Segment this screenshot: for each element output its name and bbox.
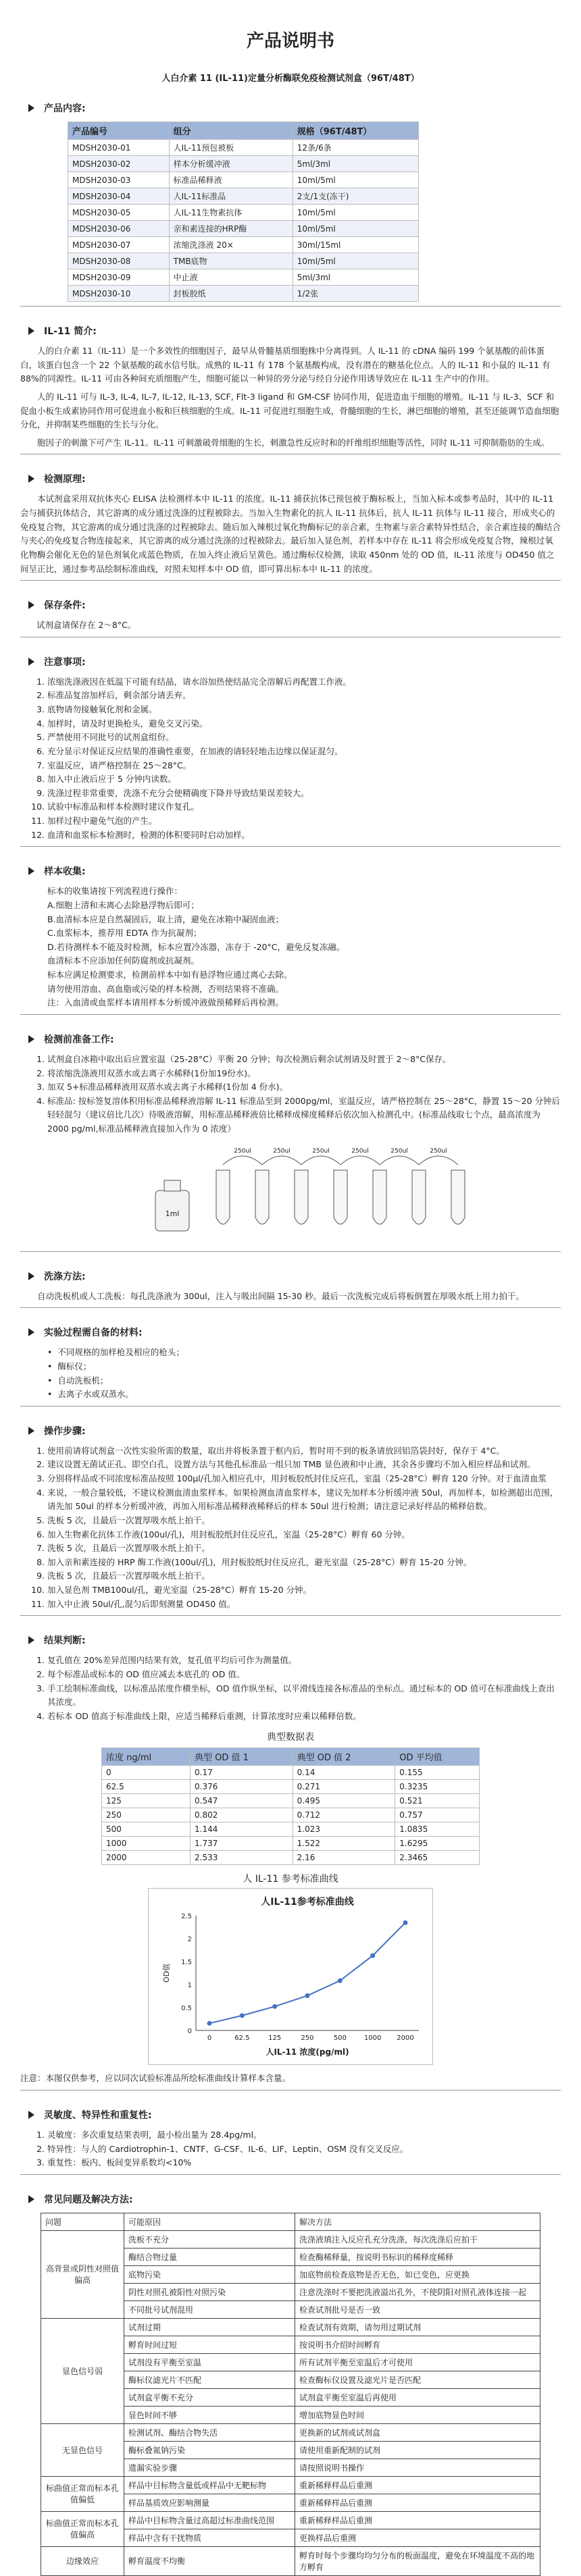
list-item: 7. 室温反应，请严格控制在 25～28°C。 — [47, 759, 561, 773]
list-item: 2. 将浓缩洗涤液用双蒸水或去离子水稀释(1份加19份水)。 — [47, 1067, 561, 1081]
list-item: 3. 分别将样品或不同浓度标准品按照 100μl/孔加入相应孔中，用封板胶纸封住反应孔，室温（25-28°C）孵育 120 分钟。对于血清血浆 — [47, 1472, 561, 1486]
performance-list — [47, 2128, 561, 2170]
table-header: 解决方法 — [295, 2213, 540, 2230]
standard-curve-chart — [148, 1888, 433, 2065]
list-item: 血清标本不应添加任何防腐剂或抗凝剂。 — [47, 955, 200, 966]
list-item: 请勿使用溶血、高血脂或污染的样本检测，否则结果将不准确。 — [47, 983, 284, 994]
table-cell: 1.144 — [191, 1822, 293, 1837]
table-row — [68, 253, 419, 269]
table-row — [102, 1766, 480, 1780]
cause-cell: 遗漏实验步骤 — [124, 2459, 295, 2476]
arrow-icon — [28, 1636, 34, 1644]
table-cell: 2支/1支(冻干) — [293, 188, 418, 205]
problem-cell: 标曲值正常而标本孔值偏高 — [41, 2511, 124, 2546]
cause-cell: 样品基质效应影响测量 — [124, 2494, 295, 2511]
table-header: 规格（96T/48T） — [293, 122, 418, 140]
table-cell: MDSH2030-09 — [68, 269, 170, 286]
list-item: 11. 加样过程中避免气泡的产生。 — [47, 814, 561, 829]
x-tick-label: 1000 — [363, 2034, 382, 2043]
table-cell: 250 — [102, 1808, 191, 1822]
problem-cell: 无显色信号 — [41, 2423, 124, 2476]
transfer-arrow — [340, 1156, 380, 1165]
table-cell: 0.521 — [395, 1794, 480, 1808]
table-row — [102, 1837, 480, 1851]
dilution-tube — [216, 1170, 230, 1224]
list-item: 2. 每个标准品或标本的 OD 值应减去本底孔的 OD 值。 — [47, 1668, 561, 1682]
table-cell: 中止液 — [169, 269, 293, 286]
list-item: 10. 试验中标准品和样本检测时建议作复孔。 — [47, 800, 561, 814]
y-tick-label: 2.5 — [181, 1913, 192, 1921]
table-cell: 1.737 — [191, 1837, 293, 1851]
list-item: 4. 加样时，请及时更换枪头，避免交叉污染。 — [47, 717, 561, 731]
list-item: 4. 来说，一般合量较低，不建议检测血清血浆样本。如果检测血清血浆样本，建议先加样本分析缓冲液 50ul，再加样本，如检测超出范围，请先加 50ul 的样本分析缓冲液，再加入用标准品稀释液稀释后的样本 50ul 进行检测；请注意记录好样品的稀释倍数。 — [47, 1486, 561, 1514]
equipment-list — [47, 1346, 561, 1402]
list-item: 5. 洗板 5 次，且最后一次置厚吸水纸上拍干。 — [47, 1514, 561, 1528]
principle-text: 本试剂盒采用双抗体夹心 ELISA 法检测样本中 IL-11 的浓度。IL-11 捕获抗体已预包被于酶标板上，当加入标本或参考品时，其中的 IL-11 会与捕获抗体结合，其它游离的成分通过洗涤的过程被除去。当加入生物素化的抗人 IL-11 抗体后，抗人 IL-11 抗体与 IL-11 接合，形成夹心的免疫复合物，其它游离的成分通过洗涤的过程被除去。随后加入辣根过氧化物酶标记的亲合素，生物素与亲合素特异性结合，亲合素连接的酶结合与夹心的免疫复合物连接起来，其它游离的成分通过洗涤的过程被除去。最后加入显色剂，若样本中存在 IL-11 将会形成免疫复合物，辣根过氧化物酶会催化无色的显色剂氧化成蓝色物质，在加入终止液后呈黄色。通过酶标仪检测，读取 450nm 处的 OD 值，IL-11 浓度与 OD450 值之间呈正比，通过参考品绘制标准曲线，对照未知样本中 OD 值，即可算出标本中 IL-11 的浓度。 — [20, 494, 561, 574]
section-sample: 样本收集: — [20, 864, 561, 878]
reference-table — [101, 1747, 480, 1865]
list-item: C.血浆标本，推荐用 EDTA 作为抗凝剂； — [47, 928, 202, 939]
arrow-icon — [28, 1035, 34, 1043]
transfer-arrow — [301, 1156, 340, 1165]
x-tick-label: 0 — [207, 2034, 212, 2043]
page-subtitle: 人白介素 11 (IL-11)定量分析酶联免疫检测试剂盒（96T/48T） — [161, 74, 420, 84]
solution-cell: 注意洗涤时不要把洗液溢出孔外，不使阴阳对照孔液体连接一起 — [295, 2283, 540, 2301]
notes-list — [47, 675, 561, 843]
table-row — [68, 140, 419, 156]
cause-cell: 孵育时间过短 — [124, 2336, 295, 2353]
list-item: • 不同规格的加样枪及相应的枪头； — [47, 1346, 561, 1360]
table-header: OD 平均值 — [395, 1748, 480, 1766]
list-item: 3. 加双 5+标准品稀释液用双蒸水或去离子水稀释(1份加 4 份水)。 — [47, 1080, 561, 1095]
intro-para: 胞因子的刺激下可产生 IL-11。IL-11 可刺激破骨细胞的生长，刺激急性反应时和的纤维组织细胞等活性，同时 IL-11 可抑制脂肪的生成。 — [37, 437, 550, 448]
cause-cell: 酶标仪滤光片不匹配 — [124, 2371, 295, 2388]
table-cell: MDSH2030-02 — [68, 156, 170, 172]
list-item: 2. 特异性：与人的 Cardiotrophin-1、CNTF、G-CSF、IL-6、LIF、Leptin、OSM 没有交叉反应。 — [47, 2143, 561, 2157]
section-equipment: 实验过程需自备的材料: — [20, 1325, 561, 1339]
transfer-arrow — [419, 1156, 458, 1165]
table-cell: 5ml/3ml — [293, 156, 418, 172]
list-item: • 酶标仪； — [47, 1360, 561, 1374]
table-cell: MDSH2030-05 — [68, 205, 170, 221]
start-bottle-neck — [164, 1180, 180, 1191]
x-tick-label: 500 — [333, 2034, 347, 2043]
table-cell: 12条/6条 — [293, 140, 418, 156]
table-header: 问题 — [41, 2213, 124, 2230]
table-cell: 1.023 — [293, 1822, 395, 1837]
arrow-icon — [28, 1272, 34, 1280]
y-tick-label: 1 — [187, 1982, 192, 1990]
section-standard: 检测前准备工作: — [20, 1032, 561, 1046]
arrow-icon — [28, 867, 34, 875]
table-header: 浓度 ng/ml — [102, 1748, 191, 1766]
data-point — [370, 1953, 375, 1958]
table-cell: 10ml/5ml — [293, 172, 418, 188]
table-header: 典型 OD 值 1 — [191, 1748, 293, 1766]
arrow-icon — [28, 327, 34, 335]
list-item: 标本的收集请按下列流程进行操作： — [47, 886, 183, 897]
table-cell: 5ml/3ml — [293, 269, 418, 286]
contents-table — [68, 122, 419, 302]
list-item: 1. 灵敏度：多次重复结果表明，最小检出量为 28.4pg/ml。 — [47, 2128, 561, 2143]
list-item: 8. 加入亲和素连接的 HRP 酶工作液(100ul/孔)，用封板胶纸封住反应孔，避光室温（25-28°C）孵育 15-20 分钟。 — [47, 1556, 561, 1570]
table-row — [41, 2423, 540, 2441]
chart-container — [20, 1888, 561, 2065]
cause-cell: 孵育温度不均衡 — [124, 2546, 295, 2575]
list-item: 10. 加入显色剂 TMB100ul/孔，避光室温（25-28°C）孵育 15-20 分钟。 — [47, 1583, 561, 1598]
table-row — [102, 1808, 480, 1822]
table-cell: MDSH2030-10 — [68, 286, 170, 302]
section-storage: 保存条件: — [20, 598, 561, 612]
data-point — [272, 2004, 277, 2009]
y-axis-label: OD值 — [162, 1964, 171, 1983]
list-item: 3. 底物请勿接触氧化剂和金属。 — [47, 703, 561, 717]
problem-cell: 高背景或阴性对照值偏高 — [41, 2230, 124, 2318]
list-item: • 自动洗板机； — [47, 1374, 561, 1388]
dilution-tube — [373, 1170, 386, 1224]
manual-page — [20, 0, 561, 2576]
list-item: D.若待测样本不能及时检测，标本应置冷冻器，冻存于 -20°C，避免反复冻融。 — [47, 941, 345, 952]
list-item: 6. 加入生物素化抗体工作液(100ul/孔)，用封板胶纸封住反应孔，室温（25-28°C）孵育 60 分钟。 — [47, 1528, 561, 1542]
list-item: 1. 浓缩洗涤液因在低温下可能有结晶，请水浴加热使结晶完全溶解后再配置工作液。 — [47, 675, 561, 689]
solution-cell: 请按照说明书操作 — [295, 2459, 540, 2476]
arrow-icon — [28, 2195, 34, 2203]
solution-cell: 所有试剂平衡至室温后才可使用 — [295, 2353, 540, 2371]
table-cell: 0.547 — [191, 1794, 293, 1808]
table-row — [41, 2476, 540, 2494]
table-cell: 2.3465 — [395, 1851, 480, 1865]
ref-table-caption: 典型数据表 — [267, 1732, 314, 1743]
transfer-arrow — [380, 1156, 419, 1165]
solution-cell: 更换样品后重测 — [295, 2529, 540, 2546]
table-cell: 125 — [102, 1794, 191, 1808]
table-row — [102, 1822, 480, 1837]
solution-cell: 检查试剂批号是否一致 — [295, 2301, 540, 2318]
table-cell: 标准品稀释液 — [169, 172, 293, 188]
table-cell: 1.6295 — [395, 1837, 480, 1851]
procedure-list — [47, 1444, 561, 1612]
solution-cell: 更换新的试剂或试剂盒 — [295, 2423, 540, 2441]
dilution-tube — [451, 1170, 465, 1224]
list-item: 6. 充分显示对保证反应结果的准确性重要，在加液的请轻轻地击边缘以保证混匀。 — [47, 745, 561, 759]
storage-text: 试剂盒请保存在 2～8°C。 — [36, 620, 136, 631]
arrow-icon — [28, 475, 34, 483]
solution-cell: 重新稀释样品后重测 — [295, 2494, 540, 2511]
solution-cell: 试剂盒平衡至室温后再使用 — [295, 2388, 540, 2406]
solution-cell: 检查酶标仪设置及滤光片是否匹配 — [295, 2371, 540, 2388]
solution-cell: 重新稀释样品后重测 — [295, 2511, 540, 2529]
solution-cell: 重新稀释样品后重测 — [295, 2476, 540, 2494]
table-header: 组分 — [169, 122, 293, 140]
table-cell: MDSH2030-08 — [68, 253, 170, 269]
divider — [20, 306, 561, 307]
table-cell: 10ml/5ml — [293, 221, 418, 237]
list-item: • 去离子水或双蒸水。 — [47, 1388, 561, 1402]
standard-list — [47, 1053, 561, 1136]
results-list — [47, 1654, 561, 1723]
list-item: 8. 加入中止液后应于 5 分钟内读数。 — [47, 772, 561, 787]
table-row — [41, 2318, 540, 2336]
cause-cell: 洗板不充分 — [124, 2230, 295, 2248]
solution-cell: 请使用重新配制的试剂 — [295, 2441, 540, 2459]
table-cell: 30ml/15ml — [293, 237, 418, 253]
table-cell: 1.0835 — [395, 1822, 480, 1837]
solution-cell: 加底物前检查底物是否无色，如已变色，应更换 — [295, 2265, 540, 2283]
table-cell: 0.757 — [395, 1808, 480, 1822]
cause-cell: 检测试剂、酶结合物失活 — [124, 2423, 295, 2441]
table-cell: 浓缩洗涤液 20× — [169, 237, 293, 253]
table-row — [68, 172, 419, 188]
table-cell: 500 — [102, 1822, 191, 1837]
table-cell: MDSH2030-03 — [68, 172, 170, 188]
table-cell: 2000 — [102, 1851, 191, 1865]
data-point — [305, 1993, 310, 1998]
table-row — [41, 2511, 540, 2529]
transfer-volume-label: 250ul — [430, 1147, 447, 1155]
cause-cell: 酶结合物过量 — [124, 2248, 295, 2265]
cause-cell: 样品中含有干扰物质 — [124, 2529, 295, 2546]
dilution-diagram — [20, 1143, 561, 1244]
arrow-icon — [28, 658, 34, 666]
solution-cell: 检查酶稀释量，按说明书标识的稀释度稀释 — [295, 2248, 540, 2265]
table-cell: 1000 — [102, 1837, 191, 1851]
table-cell: 0.155 — [395, 1766, 480, 1780]
table-cell: MDSH2030-07 — [68, 237, 170, 253]
table-cell: 62.5 — [102, 1780, 191, 1794]
table-header: 典型 OD 值 2 — [293, 1748, 395, 1766]
section-performance: 灵敏度、特异性和重复性: — [20, 2108, 561, 2122]
table-header: 可能原因 — [124, 2213, 295, 2230]
divider — [20, 2174, 561, 2175]
table-cell: 人IL-11生物素抗体 — [169, 205, 293, 221]
intro-para: 人的白介素 11（IL-11）是一个多效性的细胞因子，最早从骨髓基质细胞株中分离得到。人 IL-11 的 cDNA 编码 199 个氨基酸的前体蛋白，该蛋白包含一个 22 个氨基酸的疏水信号肽。成熟的 IL-11 有 178 个氨基酸构成，没有潜在的糖基化位点。人的 IL-11 和小鼠的 IL-11 有 88%的同源性。IL-11 可由各种间充质细胞产生，细胞可能以一种异的旁分泌与经自分泌作用诱导效应在 IL-11 生产中的作用。 — [20, 346, 551, 384]
table-cell: 0.271 — [293, 1780, 395, 1794]
divider — [20, 1615, 561, 1616]
cause-cell: 试剂过期 — [124, 2318, 295, 2336]
cause-cell: 底物污染 — [124, 2265, 295, 2283]
problem-cell: 标曲值正常而标本孔值偏低 — [41, 2476, 124, 2511]
cause-cell: 不同批号试剂混用 — [124, 2301, 295, 2318]
list-item: 标本应满足检测要求，检测前样本中如有悬浮物应通过离心去除。 — [47, 970, 293, 980]
problem-cell: 边缘效应 — [41, 2546, 124, 2575]
y-tick-label: 2 — [187, 1936, 192, 1944]
table-row — [102, 1794, 480, 1808]
list-item: 3. 重复性：板内、板间变异系数均<10% — [47, 2156, 561, 2170]
solution-cell: 按说明书介绍时间孵育 — [295, 2336, 540, 2353]
solution-cell: 孵育时每个步骤均均匀分布的板面温度，避免在环境温度不高的地方孵育 — [295, 2546, 540, 2575]
chart-title: 人IL-11参考标准曲线 — [261, 1897, 354, 1908]
table-cell: 0.712 — [293, 1808, 395, 1822]
table-cell: 0.17 — [191, 1766, 293, 1780]
section-principle: 检测原理: — [20, 472, 561, 485]
list-item: B.血清标本应是自然凝固后，取上清，避免在冰箱中凝固血液； — [47, 914, 284, 924]
solution-cell: 洗涤液填注入反应孔充分洗涤，每次洗涤后应拍干 — [295, 2230, 540, 2248]
table-cell: 0.14 — [293, 1766, 395, 1780]
y-tick-label: 0.5 — [181, 2005, 192, 2013]
table-row — [102, 1780, 480, 1794]
x-tick-label: 2000 — [397, 2034, 414, 2043]
table-cell: 人IL-11标准品 — [169, 188, 293, 205]
table-row — [68, 205, 419, 221]
y-tick-label: 1.5 — [181, 1959, 192, 1967]
x-tick-label: 62.5 — [234, 2034, 250, 2043]
list-item: A.细胞上清和未离心去除悬浮物后即可； — [47, 899, 199, 910]
table-cell: 2.16 — [293, 1851, 395, 1865]
table-cell: 样本分析缓冲液 — [169, 156, 293, 172]
list-item: 12. 血清和血浆标本检测时，检测的体积要同时启动加样。 — [47, 829, 561, 843]
table-cell: 封板胶纸 — [169, 286, 293, 302]
table-cell: 0 — [102, 1766, 191, 1780]
cause-cell: 阴性对照孔被阳性对照污染 — [124, 2283, 295, 2301]
table-cell: 0.802 — [191, 1808, 293, 1822]
list-item: 1. 试剂盒自冰箱中取出后应置室温（25-28°C）平衡 20 分钟；每次检测后剩余试剂请及时置于 2～8°C保存。 — [47, 1053, 561, 1067]
table-cell: 0.376 — [191, 1780, 293, 1794]
divider — [20, 580, 561, 581]
section-intro: IL-11 简介: — [20, 324, 561, 338]
solution-cell: 检查试剂有效期，请勿用过期试剂 — [295, 2318, 540, 2336]
cause-cell: 样品中目标物含量低或样品中无靶标物 — [124, 2476, 295, 2494]
cause-cell: 试剂盒平衡不充分 — [124, 2388, 295, 2406]
section-wash: 洗涤方法: — [20, 1269, 561, 1283]
divider — [20, 1014, 561, 1015]
table-row — [102, 1851, 480, 1865]
table-cell: MDSH2030-01 — [68, 140, 170, 156]
cause-cell: 试剂没有平衡至室温 — [124, 2353, 295, 2371]
data-point — [338, 1978, 343, 1983]
transfer-volume-label: 250ul — [312, 1147, 330, 1155]
section-results: 结果判断: — [20, 1633, 561, 1647]
table-row — [68, 269, 419, 286]
y-tick-label: 0 — [187, 2028, 192, 2036]
wash-text: 自动洗板机或人工洗板：每孔洗涤液为 300ul，注入与吸出间隔 15-30 秒。最后一次洗板完成后将板倒置在厚吸水纸上用力拍干。 — [37, 1290, 524, 1301]
table-header: 产品编号 — [68, 122, 170, 140]
arrow-icon — [28, 601, 34, 609]
list-item: 1. 使用前请将试剂盒一次性实验所需的数量，取出并将板条置于框内后，暂时用不到的板条请放回铝箔袋封好，保存于 4°C。 — [47, 1444, 561, 1458]
divider — [20, 2090, 561, 2091]
transfer-volume-label: 250ul — [234, 1147, 251, 1155]
troubleshooting-table — [41, 2213, 540, 2576]
cause-cell: 样品中目标物含量过高超过标准曲线范围 — [124, 2511, 295, 2529]
data-point — [240, 2014, 245, 2018]
table-cell: 2.533 — [191, 1851, 293, 1865]
transfer-volume-label: 250ul — [351, 1147, 369, 1155]
divider — [20, 1406, 561, 1407]
table-cell: TMB底物 — [169, 253, 293, 269]
section-troubleshooting: 常见问题及解决方法: — [20, 2192, 561, 2206]
chart-note: 注意：本图仅供参考，应以同次试验标准品所绘标准曲线计算样本含量。 — [20, 2073, 291, 2084]
divider — [20, 1251, 561, 1252]
dilution-tube — [255, 1170, 269, 1224]
arrow-icon — [28, 1328, 34, 1336]
arrow-icon — [28, 2111, 34, 2119]
start-label: 1ml — [165, 1209, 180, 1218]
list-item: 9. 洗涤过程非常重要，洗涤不充分会使精确度下降并导致结果误差较大。 — [47, 787, 561, 801]
sample-list — [47, 885, 561, 1010]
section-contents: 产品内容: — [20, 101, 561, 115]
table-row — [41, 2230, 540, 2248]
list-item: 7. 洗板 5 次，且最后一次置厚吸水纸上拍干。 — [47, 1542, 561, 1556]
table-row — [68, 237, 419, 253]
table-cell: MDSH2030-06 — [68, 221, 170, 237]
table-row — [68, 156, 419, 172]
table-row — [68, 221, 419, 237]
cause-cell: 酶标叠氮钠污染 — [124, 2441, 295, 2459]
section-notes: 注意事项: — [20, 655, 561, 668]
table-row — [41, 2546, 540, 2575]
table-cell: 0.3235 — [395, 1780, 480, 1794]
list-item: 3. 手工绘制标准曲线，以标准品浓度作横坐标，OD 值作纵坐标，以平滑线连接各标准品的坐标点。通过标本的 OD 值可在标准曲线上查出其浓度。 — [47, 1682, 561, 1710]
dilution-tube — [334, 1170, 347, 1224]
table-cell: 10ml/5ml — [293, 253, 418, 269]
divider — [20, 846, 561, 847]
section-procedure: 操作步骤: — [20, 1424, 561, 1438]
dilution-tube — [412, 1170, 426, 1224]
list-item: 2. 建议设置无菌试正孔、即空白孔，设置方法与其他孔标准品一组只加 TMB 显色液和中止液，其余各步骤均不加入相应样品和试剂。 — [47, 1458, 561, 1472]
list-item: 4. 若标本 OD 值高于标准曲线上限，应适当稀释后重测，计算浓度时应乘以稀释倍数。 — [47, 1710, 561, 1724]
table-row — [68, 188, 419, 205]
table-cell: 亲和素连接的HRP酶 — [169, 221, 293, 237]
table-cell: 人IL-11预包被板 — [169, 140, 293, 156]
list-item: 9. 洗板 5 次，且最后一次置厚吸水纸上拍干。 — [47, 1569, 561, 1583]
table-row — [68, 286, 419, 302]
transfer-volume-label: 250ul — [273, 1147, 290, 1155]
arrow-icon — [28, 1427, 34, 1435]
list-item: 11. 加入中止液 50ul/孔,混匀后即刻测量 OD450 值。 — [47, 1598, 561, 1612]
data-point — [207, 2021, 212, 2026]
list-item: 5. 严禁使用不同批号的试剂盒组份。 — [47, 731, 561, 745]
x-axis-label: 人IL-11 浓度(pg/ml) — [266, 2047, 349, 2057]
solution-cell: 增加底物显色时间 — [295, 2406, 540, 2423]
dilution-svg — [20, 1143, 561, 1244]
intro-para: 人的 IL-11 可与 IL-3, IL-4, IL-7, IL-12, IL-13, SCF, Flt-3 ligand 和 GM-CSF 协同作用，促进造血干细胞的增殖。IL-11 与 IL-3、SCF 和促血小板生成素协同作用可促进血小板和巨核细胞的生成。IL-11 可促进红细胞生成，骨髓细胞的生长，淋巴细胞的增殖，甚至还能调节造血细胞分化，并抑制某些细胞的生长与分化。 — [20, 391, 559, 430]
table-cell: 1/2张 — [293, 286, 418, 302]
transfer-arrow — [223, 1156, 262, 1165]
divider — [20, 1307, 561, 1308]
cause-cell: 显色时间不够 — [124, 2406, 295, 2423]
table-cell: MDSH2030-04 — [68, 188, 170, 205]
table-cell: 1.522 — [293, 1837, 395, 1851]
arrow-icon — [28, 104, 34, 112]
table-cell: 0.495 — [293, 1794, 395, 1808]
dilution-tube — [295, 1170, 308, 1224]
transfer-volume-label: 250ul — [390, 1147, 408, 1155]
transfer-arrow — [262, 1156, 301, 1165]
problem-cell: 显色信号弱 — [41, 2318, 124, 2423]
data-point — [403, 1920, 408, 1925]
chart-caption: 人 IL-11 参考标准曲线 — [243, 1874, 338, 1885]
list-item: 1. 复孔值在 20%差异范围内结果有效，复孔值平均后可作为测量值。 — [47, 1654, 561, 1668]
x-tick-label: 250 — [301, 2034, 314, 2043]
series-line — [209, 1923, 405, 2024]
x-tick-label: 125 — [268, 2034, 282, 2043]
list-item: 2. 标准品复溶加样后，剩余部分请丢弃。 — [47, 689, 561, 703]
list-item: 注：入血清或血浆样本请用样本分析缓冲液做预稀释后再检测。 — [47, 997, 284, 1008]
page-title: 产品说明书 — [246, 31, 334, 51]
table-cell: 10ml/5ml — [293, 205, 418, 221]
list-item: 4. 标准品: 按标签复溶体积用标准品稀释液溶解 IL-11 标准品至到 2000pg/ml，室温反应，请严格控制在 25～28°C，静置 15～20 分钟后轻轻混匀（建议倍比几次）待吸液溶解，用标准品稀释液倍比稀释成梯度稀释后依次加入检测孔中。(标准品线取七个点，最高浓度为 2000 pg/ml,标准品稀释液直接加入作为 0 浓度） — [47, 1095, 561, 1136]
